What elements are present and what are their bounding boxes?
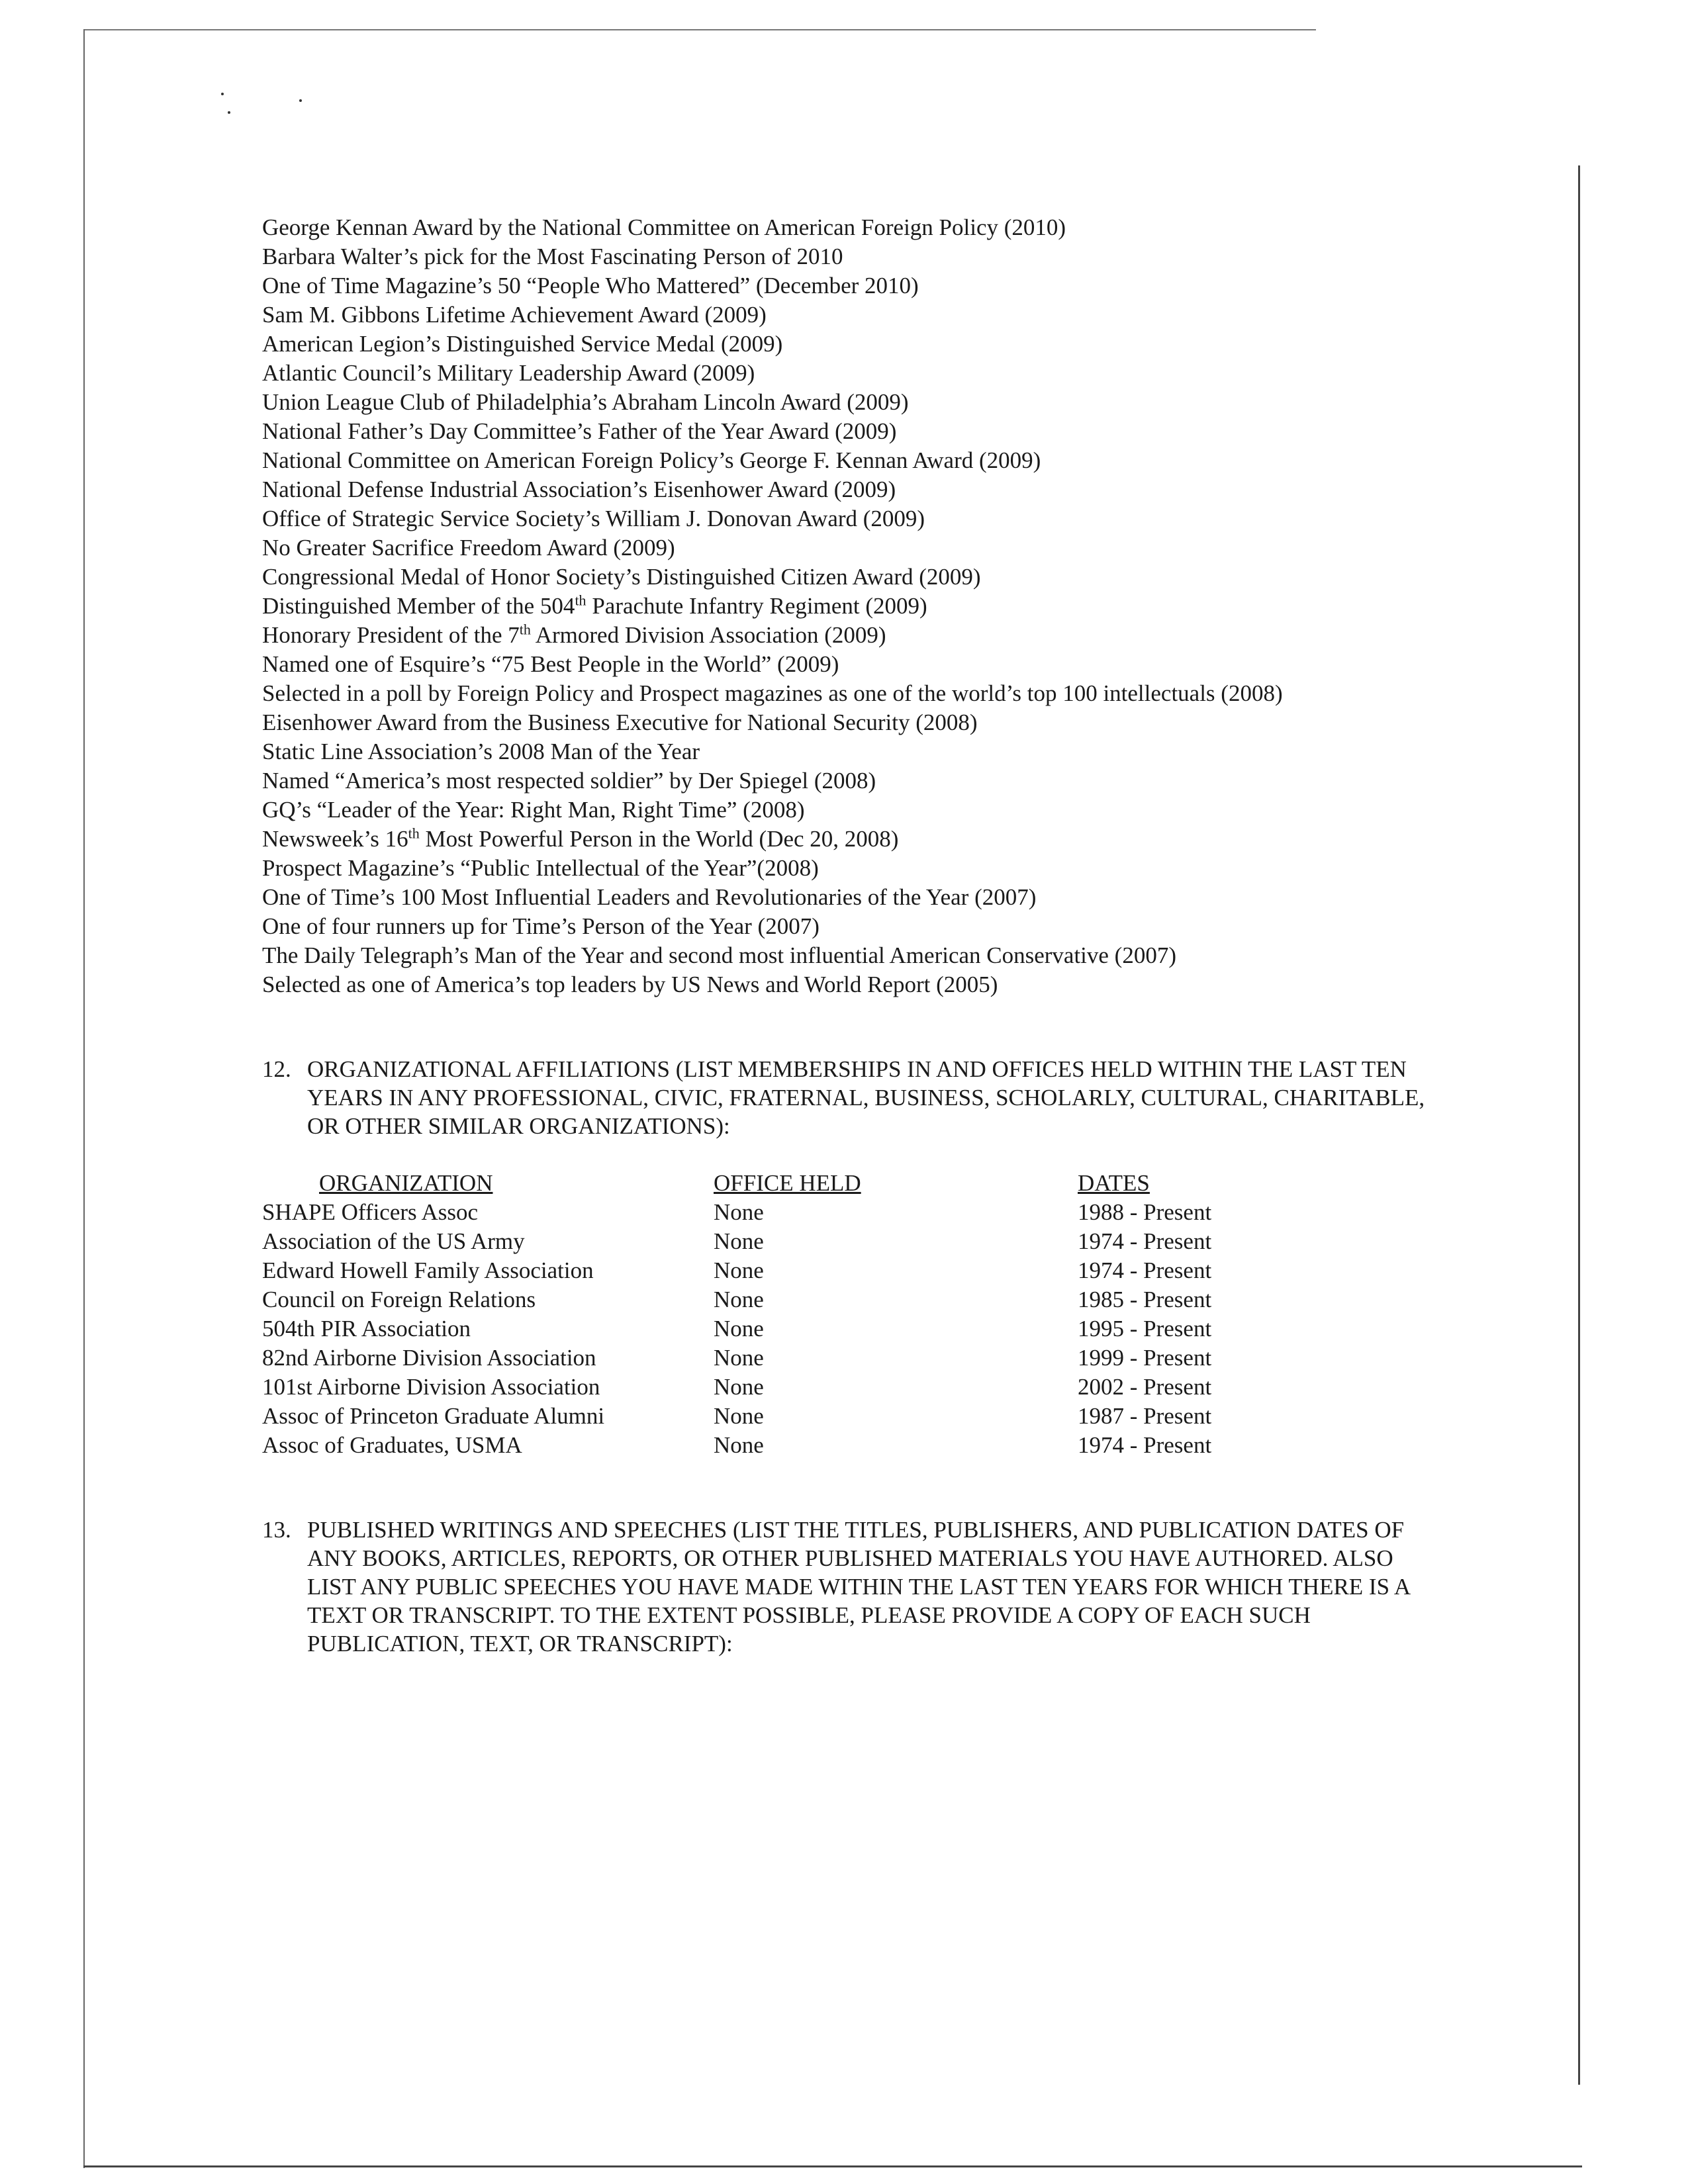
award-item: Union League Club of Philadelphia’s Abraham Lincoln Award (2009): [262, 389, 909, 415]
dates-cell: 1974 - Present: [1078, 1257, 1212, 1283]
award-item: Selected as one of America’s top leaders by US News and World Report (2005): [262, 972, 998, 997]
section-13: [262, 1516, 1432, 1658]
award-item: One of Time Magazine’s 50 “People Who Mattered” (December 2010): [262, 273, 919, 298]
organization-cell: Edward Howell Family Association: [262, 1257, 594, 1283]
award-item: Selected in a poll by Foreign Policy and Prospect magazines as one of the world’s top 100 intellectuals (2008): [262, 680, 1283, 706]
award-item: No Greater Sacrifice Freedom Award (2009): [262, 535, 675, 561]
awards-list: [262, 213, 1283, 999]
dates-cell: 1974 - Present: [1078, 1228, 1212, 1254]
organization-cell: Assoc of Graduates, USMA: [262, 1432, 522, 1458]
office-cell: None: [714, 1316, 764, 1342]
award-item: Prospect Magazine’s “Public Intellectual of the Year”(2008): [262, 855, 819, 881]
office-cell: None: [714, 1199, 764, 1225]
section-heading: PUBLISHED WRITINGS AND SPEECHES (LIST THE TITLES, PUBLISHERS, AND PUBLICATION DATES OF ANY BOOKS, ARTICLES, REPORTS, OR OTHER PUBLISHED MATERIALS YOU HAVE AUTHORED. ALSO LIST ANY PUBLIC SPEECHES YOU HAVE MADE WITHIN THE LAST TEN YEARS FOR WHICH THERE IS A TEXT OR TRANSCRIPT. TO THE EXTENT POSSIBLE, PLEASE PROVIDE A COPY OF EACH SUCH PUBLICATION, TEXT, OR TRANSCRIPT):: [307, 1517, 1410, 1657]
award-item: George Kennan Award by the National Committee on American Foreign Policy (2010): [262, 214, 1066, 240]
award-item: National Defense Industrial Association’s Eisenhower Award (2009): [262, 477, 896, 502]
award-item: Sam M. Gibbons Lifetime Achievement Award (2009): [262, 302, 767, 328]
organization-cell: 504th PIR Association: [262, 1316, 471, 1342]
award-item: The Daily Telegraph’s Man of the Year and second most influential American Conservative (2007): [262, 942, 1176, 968]
section-heading: ORGANIZATIONAL AFFILIATIONS (LIST MEMBERSHIPS IN AND OFFICES HELD WITHIN THE LAST TEN YEARS IN ANY PROFESSIONAL, CIVIC, FRATERNAL, BUSINESS, SCHOLARLY, CULTURAL, CHARITABLE, OR OTHER SIMILAR ORGANIZATIONS):: [307, 1056, 1425, 1139]
column-header-organization: ORGANIZATION: [319, 1170, 493, 1196]
organization-cell: 101st Airborne Division Association: [262, 1374, 600, 1400]
organization-cell: Assoc of Princeton Graduate Alumni: [262, 1403, 605, 1429]
award-item: Congressional Medal of Honor Society’s Distinguished Citizen Award (2009): [262, 564, 981, 590]
scan-border-left: [83, 29, 85, 2168]
column-header-dates: DATES: [1078, 1170, 1150, 1196]
office-cell: None: [714, 1432, 764, 1458]
award-item: National Committee on American Foreign Policy’s George F. Kennan Award (2009): [262, 447, 1041, 473]
award-item: Honorary President of the 7th Armored Division Association (2009): [262, 621, 886, 648]
award-item: Eisenhower Award from the Business Executive for National Security (2008): [262, 709, 978, 735]
office-cell: None: [714, 1345, 764, 1371]
award-item: Static Line Association’s 2008 Man of the Year: [262, 739, 700, 764]
award-item: Distinguished Member of the 504th Parachute Infantry Regiment (2009): [262, 592, 927, 619]
office-cell: None: [714, 1403, 764, 1429]
scan-speck: [299, 99, 302, 102]
section-number: 12.: [262, 1056, 291, 1082]
dates-cell: 1995 - Present: [1078, 1316, 1212, 1342]
scan-speck: [221, 93, 224, 95]
organization-cell: Association of the US Army: [262, 1228, 525, 1254]
dates-cell: 1974 - Present: [1078, 1432, 1212, 1458]
office-cell: None: [714, 1287, 764, 1312]
award-item: National Father’s Day Committee’s Father of the Year Award (2009): [262, 418, 897, 444]
award-item: GQ’s “Leader of the Year: Right Man, Right Time” (2008): [262, 797, 805, 823]
award-item: Newsweek’s 16th Most Powerful Person in the World (Dec 20, 2008): [262, 825, 899, 852]
office-cell: None: [714, 1228, 764, 1254]
award-item: Atlantic Council’s Military Leadership Award (2009): [262, 360, 755, 386]
dates-cell: 1987 - Present: [1078, 1403, 1212, 1429]
organization-cell: 82nd Airborne Division Association: [262, 1345, 596, 1371]
scan-border-bottom: [83, 2165, 1582, 2167]
award-item: One of Time’s 100 Most Influential Leaders and Revolutionaries of the Year (2007): [262, 884, 1037, 910]
scan-speck: [228, 111, 230, 114]
award-item: One of four runners up for Time’s Person of the Year (2007): [262, 913, 820, 939]
dates-cell: 2002 - Present: [1078, 1374, 1212, 1400]
section-number: 13.: [262, 1517, 291, 1543]
award-item: Named “America’s most respected soldier” by Der Spiegel (2008): [262, 768, 876, 794]
award-item: Office of Strategic Service Society’s William J. Donovan Award (2009): [262, 506, 925, 531]
office-cell: None: [714, 1374, 764, 1400]
scan-border-top: [85, 29, 1316, 30]
office-cell: None: [714, 1257, 764, 1283]
scan-border-right: [1578, 165, 1580, 2085]
organization-cell: Council on Foreign Relations: [262, 1287, 536, 1312]
award-item: Named one of Esquire’s “75 Best People in the World” (2009): [262, 651, 839, 677]
column-header-office: OFFICE HELD: [714, 1170, 861, 1196]
section-12: [262, 1055, 1432, 1140]
dates-cell: 1985 - Present: [1078, 1287, 1212, 1312]
dates-cell: 1988 - Present: [1078, 1199, 1212, 1225]
award-item: Barbara Walter’s pick for the Most Fascinating Person of 2010: [262, 244, 843, 269]
organization-cell: SHAPE Officers Assoc: [262, 1199, 479, 1225]
award-item: American Legion’s Distinguished Service Medal (2009): [262, 331, 783, 357]
dates-cell: 1999 - Present: [1078, 1345, 1212, 1371]
